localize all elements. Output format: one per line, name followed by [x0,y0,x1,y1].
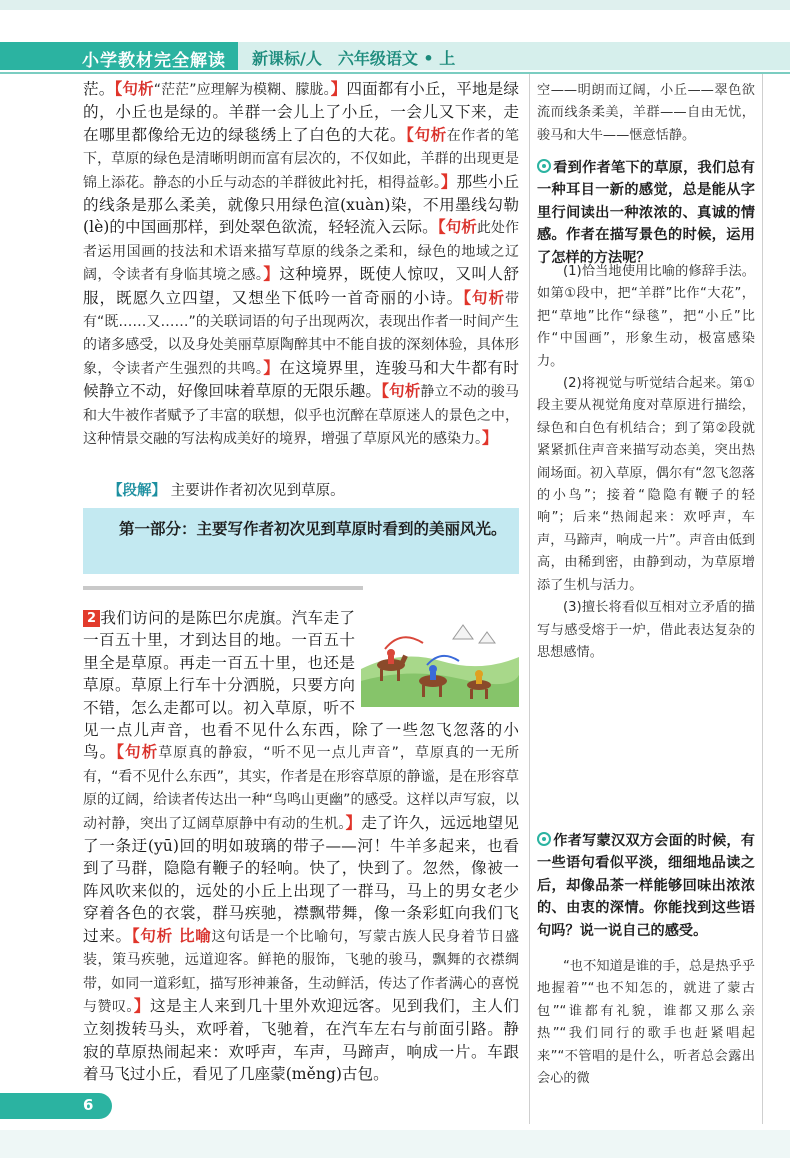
question-2-text: 作者写蒙汉双方会面的时候，有一些语句看似平淡，细细地品读之后，却像品茶一样能够回味出浓浓的、由衷的深情。你能找到这些语句吗？说一说自己的感受。 [537,833,755,939]
duanjie-tag: 【段解】 [108,483,166,499]
series-title: 小学教材完全解读 [82,51,226,71]
paragraph-number: 2 [83,610,100,627]
top-band [0,0,790,10]
horse-riders-illustration [361,609,519,707]
page-number: 6 [83,1096,94,1114]
question-icon [537,832,551,846]
subtitle-header [238,42,790,70]
main-text: 四面都有小丘，平地是绿的，小丘也是绿的。羊群一会儿上了小丘，一会儿又下来，走在哪里都像给无边的绿毯绣上了白色的大花。 [83,80,519,144]
main-text: 这种境界，既使人惊叹，又叫人舒服，既愿久立四望，又想坐下低吟一首奇丽的小诗。 [83,265,519,307]
answer-2-text: “也不知道是谁的手，总是热乎乎地握着”“也不知怎的，就进了蒙古包”“谁都有礼貌，谁都又那么亲热”“我们同行的歌手也赶紧唱起来”“不管唱的是什么，听者总会露出会心的微 [537,959,755,1087]
analysis-bracket: 【 [437,217,446,237]
bottom-band [0,1130,790,1158]
analysis-bracket: 】 [263,264,280,284]
section-bar [83,586,363,590]
duanjie-note [108,479,345,500]
analysis-tag: 句析 比喻 [140,926,212,945]
analysis-text: “茫茫”应理解为模糊、朦胧。 [153,82,331,98]
main-text: 那些小丘的线条是那么柔美，就像只用绿色渲(xuàn)染，不用墨线勾勒(lè)的中国画那样，到处翠色欲流，轻轻流入云际。 [83,172,519,237]
analysis-bracket: 】 [482,428,498,448]
part-summary-text: 第一部分：主要写作者初次见到草原时看到的美丽风光。 [119,520,507,538]
analysis-bracket: 【 [114,79,123,98]
analysis-text: 带有“既……又……”的关联词语的句子出现两次，表现出作者一时间产生的诸多感受，以及身处美丽草原陶醉其中不能自拔的深刻体验，具体形象，令读者产生强烈的共鸣。 [83,290,519,377]
answer-1 [537,261,755,664]
column-divider [529,74,530,1124]
analysis-tag: 句析 [445,218,477,237]
analysis-text: 此处作者运用国画的技法和术语来描写草原的线条之柔和，绿色的地域之辽阔，令读者有身临其境之感。 [83,220,519,284]
analysis-bracket: 【 [131,925,141,945]
answer-1-point-3: (3)擅长将看似互相对立矛盾的描写与感受熔于一炉，借此表达复杂的思想感情。 [537,600,755,660]
analysis-tag: 句析 [122,80,154,98]
page-number-pill [0,1093,112,1119]
right-intro-text: 空——明朗而辽阔，小丘——翠色欲流而线条柔美，羊群——自由无忧，骏马和大牛——惬意恬静。 [537,83,755,143]
question-1 [537,157,755,269]
analysis-tag: 句析 [471,288,505,307]
question-1-text: 看到作者笔下的草原，我们总有一种耳目一新的感觉，总是能从字里行间读出一种浓浓的、真诚的情感。作者在描写景色的时候，运用了怎样的方法呢？ [537,160,755,266]
right-intro [537,80,755,147]
analysis-bracket: 】 [330,79,347,98]
analysis-bracket: 】 [263,357,280,377]
paragraph-2 [83,607,519,1086]
right-margin-line [762,74,763,1124]
analysis-bracket: 【 [116,742,126,762]
analysis-bracket: 】 [345,812,362,832]
analysis-tag: 句析 [389,382,421,401]
answer-1-point-2: (2)将视觉与听觉结合起来。第①段主要从视觉角度对草原进行描绘，绿色和白色有机结合；到了第②段就紧紧抓住声音来描写动态美，突出热闹场面。初入草原，偶尔有“忽飞忽落的小鸟”；接着“隐隐有鞭子的轻响”；后来“热闹起来：欢呼声，车声，马蹄声，响成一片”。声音由低到高，由稀到密，由静到动，为草原增添了生机与活力。 [537,376,755,593]
analysis-bracket: 【 [406,124,415,144]
analysis-bracket: 】 [133,995,150,1015]
analysis-text: 静立不动的骏马和大牛被作者赋予了丰富的联想，似乎也沉醉在草原迷人的景色之中，这种情景交融的写法构成美好的境界，增强了草原风光的感染力。 [83,384,519,448]
main-text: 在这境界里，连骏马和大牛都有时候静立不动，好像回味着草原的无限乐趣。 [83,358,519,401]
part-summary-box [83,508,519,574]
analysis-bracket: 】 [440,171,457,191]
main-text: 这是主人来到几十里外欢迎远客。见到我们，主人们立刻拨转马头，欢呼着，飞驰着，在汽车左右与前面引路。静寂的草原热闹起来：欢呼声，车声，马蹄声，响成一片。车跟着马飞过小丘，看见了几座蒙(měng)古包。 [83,996,519,1084]
analysis-bracket: 【 [463,287,472,307]
analysis-text: 在作者的笔下，草原的绿色是清晰明朗而富有层次的，不仅如此，羊群的出现更是锦上添花。静态的小丘与动态的羊群彼此衬托，相得益彰。 [83,127,519,191]
main-text: 我们访问的是陈巴尔虎旗。汽车走了一百五十里，才到达目的地。一百五十里全是草原。再走一百五十里，也还是草原。草原上行车十分洒脱，只要方向不错，怎么走都可以。初入草原，听不见一点儿声音，也看不见什么东西，除了一些忽飞忽落的小鸟。 [83,609,519,762]
analysis-text: 这句话是一个比喻句，写蒙古族人民身着节日盛装，策马疾驰，远道迎客。鲜艳的服饰，飞驰的骏马，飘舞的衣襟绸带，如同一道彩虹，描写形神兼备，生动鲜活，传达了作者满心的喜悦与赞叹。 [83,928,519,1015]
series-header [0,42,238,70]
question-icon [537,159,551,173]
header-divider [0,72,790,74]
question-2 [537,830,755,942]
analysis-tag: 句析 [414,125,447,144]
main-text: 茫。 [83,80,115,98]
page-subtitle: 新课标/人 六年级语文 • 上 [252,49,456,68]
main-text: 走了许久，远远地望见了一条迂(yū)回的明如玻璃的带子——河！牛羊多起来，也看到了马群，隐隐有鞭子的轻响。快了，快到了。忽然，像被一阵风吹来似的，远处的小丘上出现了一群马，马上的男女老少穿着各色的衣裳，群马疾驰，襟飘带舞，像一条彩虹向我们飞过来。 [83,813,519,945]
analysis-text: 草原真的静寂，“听不见一点儿声音”，草原真的一无所有，“看不见什么东西”，其实，作者是在形容草原的静谧，是在形容草原的辽阔，给读者传达出一种“鸟鸣山更幽”的感受。这样以声写寂，以动衬静，突出了辽阔草原静中有动的生机。 [83,745,519,832]
paragraph-1 [83,78,519,451]
answer-1-point-1: (1)恰当地使用比喻的修辞手法。如第①段中，把“羊群”比作“大花”，把“草地”比作“绿毯”，把“小丘”比作“中国画”，形象生动，极富感染力。 [537,264,755,369]
answer-2 [537,956,755,1090]
analysis-bracket: 【 [381,381,390,401]
duanjie-text: 主要讲作者初次见到草原。 [170,483,345,499]
analysis-tag: 句析 [125,743,159,762]
